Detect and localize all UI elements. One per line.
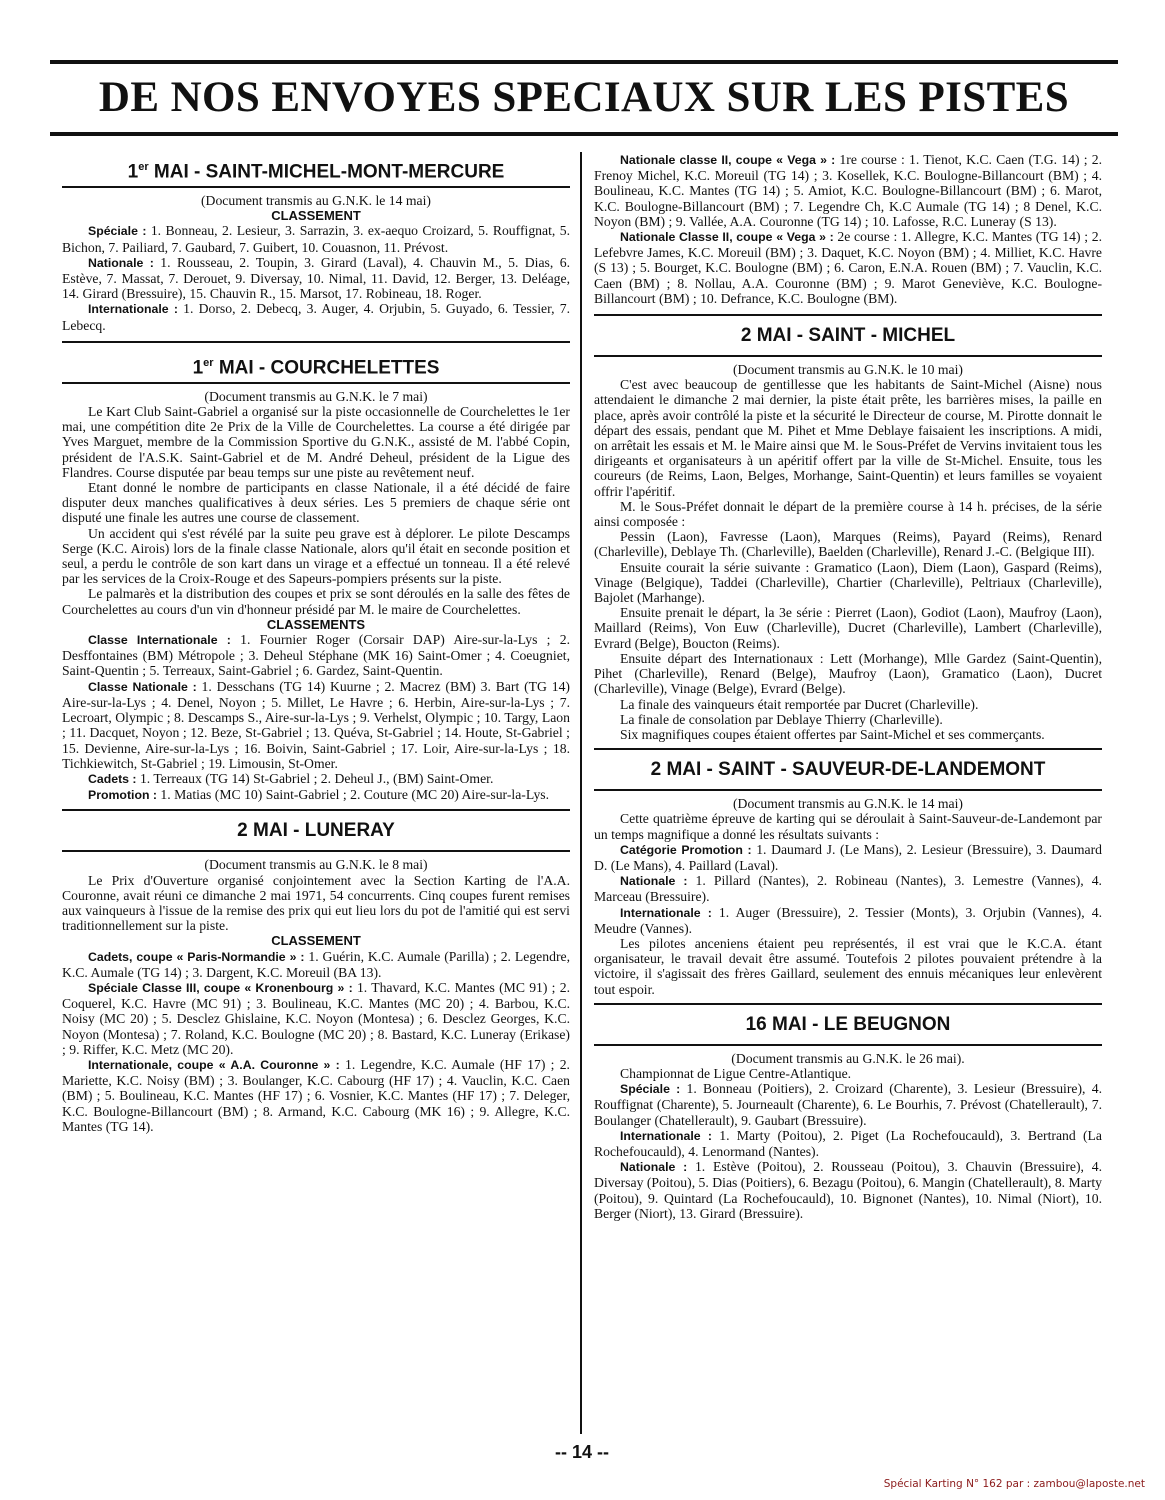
result-text: 1. Terreaux (TG 14) St-Gabriel ; 2. Deheul J., (BM) Saint-Omer. <box>136 770 494 786</box>
result-text: 1. Auger (Bressuire), 2. Tessier (Monts), 3. Orjubin (Vannes), 4. Meudre (Vannes). <box>594 904 1102 936</box>
body-paragraph: Championnat de Ligue Centre-Atlantique. <box>620 1065 852 1081</box>
column-divider <box>580 152 582 1434</box>
classement-heading: CLASSEMENT <box>271 208 361 224</box>
result-paragraph <box>594 152 1102 229</box>
result-paragraph <box>62 632 570 679</box>
result-paragraph <box>62 223 570 254</box>
result-text: 1. Matias (MC 10) Saint-Gabriel ; 2. Couture (MC 20) Aire-sur-la-Lys. <box>157 787 550 803</box>
page-number: -- 14 -- <box>555 1442 609 1462</box>
result-paragraph <box>62 949 570 980</box>
result-text: 1. Bonneau (Poitiers), 2. Croizard (Charente), 3. Lesieur (Bressuire), 4. Rouffignat (Charente), 5. Journeault (Charente), 6. Le Bourhis, 7. Prévost (Chatellerault), 7. Boulanger (Chatellerault), 9. Gaubart (Bressuire). <box>594 1081 1102 1128</box>
category-label: Cadets : <box>88 771 137 786</box>
category-label: Internationale : <box>88 302 178 317</box>
section-rule <box>62 809 570 811</box>
classement-heading: CLASSEMENT <box>271 933 361 949</box>
result-text: 1. Guérin, K.C. Aumale (Parilla) ; 2. Legendre, K.C. Aumale (TG 14) ; 3. Dargent, K.C. Moreuil (BA 13). <box>62 948 570 980</box>
heading-rule <box>62 382 570 384</box>
category-label: Classe Nationale : <box>88 679 197 694</box>
category-label: Spéciale : <box>88 224 147 239</box>
result-text: 1. Fournier Roger (Corsair DAP) Aire-sur-la-Lys ; 2. Desffontaines (BM) Métropole ; 3. Deheul Stéphane (MK 16) Saint-Omer ; 4. Coeugniet, Saint-Quentin ; 5. Terreaux, Saint-Gabriel ; 6. Gardez, Saint-Quentin. <box>62 632 571 679</box>
result-text: 1. Daumard J. (Le Mans), 2. Lesieur (Bressuire), 3. Daumard D. (Le Mans), 4. Paillard (Laval). <box>594 841 1102 873</box>
banner-bottom-rule <box>50 132 1118 136</box>
category-label: Nationale : <box>88 255 154 270</box>
section-rule <box>594 314 1102 316</box>
article-courchelettes <box>62 348 570 803</box>
category-label: Nationale Classe II, coupe « Vega » : <box>620 230 834 245</box>
body-paragraph: Le Prix d'Ouverture organisé conjointement avec la Section Karting de l'A.A. Couronne, avait réuni ce dimanche 2 mai 1971, 54 concurrents. Cinq coupes furent remises aux vainqueurs à l'issue de la remise des prix qui eut lieu lors du pot de l'amitié qui est servi traditionnellement sur la piste. <box>62 872 570 934</box>
category-label: Internationale, coupe « A.A. Couronne » : <box>88 1057 340 1072</box>
article-saint-michel <box>594 321 1102 742</box>
category-label: Nationale : <box>620 1160 688 1175</box>
document-source: (Document transmis au G.N.K. le 26 mai). <box>731 1050 965 1066</box>
result-paragraph <box>62 980 570 1057</box>
body-paragraph: M. le Sous-Préfet donnait le départ de la première course à 14 h. précises, de la série ainsi composée : <box>594 498 1102 530</box>
right-column <box>594 152 1102 1221</box>
result-paragraph <box>62 301 570 332</box>
result-paragraph <box>62 255 570 302</box>
section-rule <box>62 341 570 343</box>
category-label: Internationale : <box>620 905 712 920</box>
category-label: Promotion : <box>88 788 157 803</box>
category-label: Nationale : <box>620 874 688 889</box>
body-paragraph: La finale des vainqueurs était remportée par Ducret (Charleville). <box>620 696 979 712</box>
heading-rule <box>594 355 1102 357</box>
result-paragraph <box>594 229 1102 306</box>
body-paragraph: Six magnifiques coupes étaient offertes par Saint-Michel et ses commerçants. <box>620 726 1045 742</box>
body-paragraph: Cette quatrième épreuve de karting qui se déroulait à Saint-Sauveur-de-Landemont par un temps magnifique a donné les résultats suivants : <box>594 811 1102 842</box>
result-text: 1. Rousseau, 2. Toupin, 3. Girard (Laval), 4. Chauvin M., 5. Dias, 6. Estève, 7. Massat, 7. Derouet, 9. Diversay, 10. Nimal, 11. David, 12. Berger, 13. Deléage, 14. Girard (Bressuire), 15. Chauvin R., 15. Marsot, 17. Robineau, 18. Roger. <box>62 254 570 302</box>
document-source: (Document transmis au G.N.K. le 14 mai) <box>201 193 431 208</box>
result-text: 1. Bonneau, 2. Lesieur, 3. Sarrazin, 3. ex-aequo Croizard, 5. Rouffignat, 5. Bichon, 7. Pailiard, 7. Gaubard, 7. Guibert, 10. Couasnon, 11. Prévost. <box>62 223 570 255</box>
left-column <box>62 152 570 1134</box>
article-luneray <box>62 816 570 1134</box>
banner-top-rule <box>50 60 1118 64</box>
body-paragraph: Ensuite prenait le départ, la 3e série : Pierret (Laon), Godiot (Laon), Maufroy (Laon), Maillard (Reims), Von Euw (Charleville), Ducret (Charleville), Lambert (Charleville), Evrard (Belge), Boucton (Reims). <box>594 605 1102 651</box>
article-luneray-continued <box>594 152 1102 306</box>
result-paragraph <box>594 905 1102 936</box>
category-label: Cadets, coupe « Paris-Normandie » : <box>88 949 305 964</box>
section-rule <box>594 1003 1102 1005</box>
article-saint-sauveur-de-landemont <box>594 755 1102 997</box>
result-paragraph <box>62 1057 570 1134</box>
heading-day: 1 <box>127 161 139 183</box>
result-text: 2e course : 1. Allegre, K.C. Mantes (TG 14) ; 2. Lefebvre James, K.C. Moreuil (BM) ; 3. Daquet, K.C. Noyon (BM) ; 4. Milliet, K.C. Havre (S 13) ; 5. Bourget, K.C. Boulogne (BM) ; 6. Caron, E.N.A. Rouen (BM) ; 7. Vauclin, K.C. Caen (BM) ; 8. Nollau, A.A. Couronne (BM) ; 9. Marot Geneviève, K.C. Boulogne-Billancourt (BM) ; 10. Defrance, K.C. Boulogne (BM). <box>594 229 1102 306</box>
heading-sup: er <box>203 356 214 369</box>
section-rule <box>594 748 1102 750</box>
result-paragraph <box>594 1159 1102 1221</box>
result-paragraph <box>594 1081 1102 1128</box>
article-heading: 2 MAI - SAINT - SAUVEUR-DE-LANDEMONT <box>650 759 1046 781</box>
result-text: 1. Pillard (Nantes), 2. Robineau (Nantes), 3. Lemestre (Vannes), 4. Marceau (Bressuire). <box>594 873 1102 905</box>
result-text: 1. Desschans (TG 14) Kuurne ; 2. Macrez (BM) 3. Bart (TG 14) Aire-sur-la-Lys ; 4. Denel, Noyon ; 5. Millet, Le Havre ; 6. Herbin, Aire-sur-la-Lys ; 7. Lecroart, Olympic ; 8. Descamps S., Aire-sur-la-Lys ; 9. Verhelst, Olympic ; 10. Targy, Laon ; 11. Dacquet, Noyon ; 12. Beze, St-Gabriel ; 13. Quéva, St-Gabriel ; 14. Houte, St-Gabriel ; 15. Devienne, Aire-sur-la-Lys ; 16. Boivin, Saint-Gabriel ; 17. Loir, Aire-sur-la-Lys ; 18. Tichkiewitch, St-Gabriel ; 19. Limousin, St-Omer. <box>62 678 570 771</box>
category-label: Catégorie Promotion : <box>620 842 752 857</box>
category-label: Spéciale Classe III, coupe « Kronenbourg » : <box>88 980 353 995</box>
heading-text: MAI - COURCHELETTES <box>213 357 440 379</box>
result-text: 1. Legendre, K.C. Aumale (HF 17) ; 2. Mariette, K.C. Noisy (BM) ; 3. Boulanger, K.C. Cabourg (HF 17) ; 4. Vauclin, K.C. Caen (BM) ; 5. Boulineau, K.C. Mantes (HF 17) ; 6. Vosnier, K.C. Mantes (HF 17) ; 7. Deleger, K.C. Boulogne-Billancourt (BM) ; 8. Armand, K.C. Cabourg (MK 16) ; 9. Allegre, K.C. Mantes (TG 14). <box>62 1056 570 1134</box>
document-source: (Document transmis au G.N.K. le 8 mai) <box>204 857 428 873</box>
result-text: 1. Estève (Poitou), 2. Rousseau (Poitou), 3. Chauvin (Bressuire), 4. Diversay (Poitou), 5. Dias (Poitiers), 6. Bezagu (Poitou), 6. Mangin (Chatellerault), 8. Marty (Poitou), 9. Quintard (La Rochefoucauld), 10. Bignonet (Nantes), 10. Nimal (Niort), 10. Berger (Niort), 13. Girard (Bressuire). <box>594 1159 1102 1221</box>
category-label: Internationale : <box>620 1128 712 1143</box>
article-heading: 2 MAI - LUNERAY <box>237 820 395 842</box>
body-paragraph: Etant donné le nombre de participants en classe Nationale, il a été décidé de faire disputer deux manches qualificatives à deux séries. Les 5 premiers de chaque série ont disputé une finale les autres une course de classement. <box>62 480 570 526</box>
body-paragraph: Le Kart Club Saint-Gabriel a organisé sur la piste occasionnelle de Courchelettes le 1er mai, une compétition dite 2e Prix de la Ville de Courchelettes. La course a été dirigée par Yves Marguet, membre de la Commission Sportive du G.N.K., assisté de M. l'abbé Copin, président de l'A.S.K. Saint-Gabriel et de M. André Deheul, président de la Ligue des Flandres. Course disputée par beau temps sur une piste au revêtement neuf. <box>62 404 570 480</box>
body-paragraph: Pessin (Laon), Favresse (Laon), Marques (Reims), Payard (Reims), Renard (Charleville), Deblaye Th. (Charleville), Baelden (Charleville), Renard J.-C. (Belgique III). <box>594 529 1102 560</box>
footer-credit: Spécial Karting N° 162 par : zambou@laposte.net <box>883 1478 1145 1490</box>
category-label: Spéciale : <box>620 1082 681 1097</box>
body-paragraph: C'est avec beaucoup de gentillesse que les habitants de Saint-Michel (Aisne) nous attendaient le dimanche 2 mai dernier, la piste était prête, les barrières mises, la paille en place, après avoir contrôlé la piste et la sécurité le Directeur de course, M. Pirotte donnait le départ des essais, pendant que M. Pihet et Mme Deblaye faisaient les inscriptions. A midi, on arrêtait les essais et M. le Maire ainsi que M. le Sous-Préfet de Vervins invitaient tous les dirigeants et organisateurs à un apéritif offert par la ville de St-Michel. Ensuite, tous les coureurs (de Reims, Laon, Belges, Morhange, Saint-Quentin) et leurs familles se voyaient offrir l'apéritif. <box>594 377 1102 499</box>
result-text: 1. Dorso, 2. Debecq, 3. Auger, 4. Orjubin, 5. Guyado, 6. Tessier, 7. Lebecq. <box>62 301 570 333</box>
category-label: Classe Internationale : <box>88 633 231 648</box>
heading-rule <box>594 789 1102 791</box>
result-paragraph <box>594 1128 1102 1159</box>
body-paragraph: Les pilotes anceniens étaient peu représentés, il est vrai que le K.C.A. étant organisateur, le travail devait être assumé. Toutefois 2 pilotes pouvaient prétendre à la victoire, il s'agissait des frères Gaillard, seulement des ennuis mécaniques leur enlevèrent tout espoir. <box>594 935 1102 997</box>
heading-rule <box>62 850 570 852</box>
result-paragraph <box>62 787 570 803</box>
document-source: (Document transmis au G.N.K. le 10 mai) <box>733 362 963 378</box>
body-paragraph: Le palmarès et la distribution des coupes et prix se sont déroulés en la salle des fêtes de Courchelettes au cours d'un vin d'honneur présidé par M. le maire de Courchelettes. <box>62 586 570 617</box>
body-paragraph: La finale de consolation par Deblaye Thierry (Charleville). <box>620 711 943 727</box>
result-text: 1re course : 1. Tienot, K.C. Caen (T.G. 14) ; 2. Frenoy Michel, K.C. Moreuil (TG 14) ; 3. Kosellek, K.C. Boulogne-Billancourt (BM) ; 4. Boulineau, K.C. Mantes (TG 14) ; 5. Amiot, K.C. Boulogne-Billancourt (BM) ; 6. Marot, K.C. Boulogne-Billancourt (BM) ; 7. Legendre Ch, K.C Aumale (TG 14) ; 8 Denel, K.C. Noyon (BM) ; 9. Vallée, A.A. Couronne (TG 14) ; 10. Lafosse, R.C. Luneray (S 13). <box>594 152 1102 229</box>
article-heading: 2 MAI - SAINT - MICHEL <box>740 325 956 347</box>
article-heading <box>62 348 570 378</box>
result-paragraph <box>62 679 570 771</box>
article-heading: 16 MAI - LE BEUGNON <box>745 1013 951 1035</box>
heading-day: 1 <box>192 357 204 379</box>
page-title: DE NOS ENVOYES SPECIAUX SUR LES PISTES <box>98 74 1070 121</box>
body-paragraph: Un accident qui s'est révélé par la suite peu grave est à déplorer. Le pilote Descamps Serge (K.C. Airois) lors de la finale classe Nationale, alors qu'il était en seconde position et seul, a perdu le contrôle de son kart dans un virage et a effectué un tonneau. Il a été relevé par les services de la Croix-Rouge et des Sapeurs-pompiers présents sur la piste. <box>62 525 570 587</box>
body-paragraph: Ensuite départ des Internationaux : Lett (Morhange), Mlle Gardez (Saint-Quentin), Pihet (Charleville), Renard (Belge), Maufroy (Laon), Gramatico (Laon), Ducret (Charleville), Vinage (Belge), Evrard (Belge). <box>594 650 1102 697</box>
document-source: (Document transmis au G.N.K. le 7 mai) <box>204 388 428 404</box>
result-paragraph <box>594 842 1102 873</box>
heading-rule <box>62 186 570 188</box>
heading-text: MAI - SAINT-MICHEL-MONT-MERCURE <box>148 161 505 183</box>
body-paragraph: Ensuite courait la série suivante : Gramatico (Laon), Diem (Laon), Gaspard (Reims), Vinage (Belgique), Taddei (Charleville), Chartier (Charleville), Peltriaux (Charleville), Bajolet (Marhange). <box>594 559 1102 606</box>
result-paragraph <box>62 771 570 787</box>
heading-rule <box>594 1044 1102 1046</box>
category-label: Nationale classe II, coupe « Vega » : <box>620 153 836 167</box>
heading-sup: er <box>138 161 149 173</box>
document-source: (Document transmis au G.N.K. le 14 mai) <box>733 796 963 812</box>
result-text: 1. Marty (Poitou), 2. Piget (La Rochefoucauld), 3. Bertrand (La Rochefoucauld), 4. Lenormand (Nantes). <box>594 1127 1102 1159</box>
article-saint-michel-mont-mercure <box>62 152 570 333</box>
article-le-beugnon <box>594 1010 1102 1221</box>
classements-heading: CLASSEMENTS <box>266 616 366 632</box>
result-text: 1. Thavard, K.C. Mantes (MC 91) ; 2. Coquerel, K.C. Havre (MC 91) ; 3. Boulineau, K.C. Mantes (MC 20) ; 4. Barbou, K.C. Noisy (MC 20) ; 5. Desclez Ghislaine, K.C. Noyon (Montesa) ; 6. Desclez Georges, K.C. Noyon (Montesa) ; 7. Roland, K.C. Boulogne (MC 20) ; 8. Bastard, K.C. Luneray (Erikase) ; 9. Riffer, K.C. Metz (MC 20). <box>62 979 570 1057</box>
result-paragraph <box>594 873 1102 904</box>
article-heading <box>62 152 570 182</box>
